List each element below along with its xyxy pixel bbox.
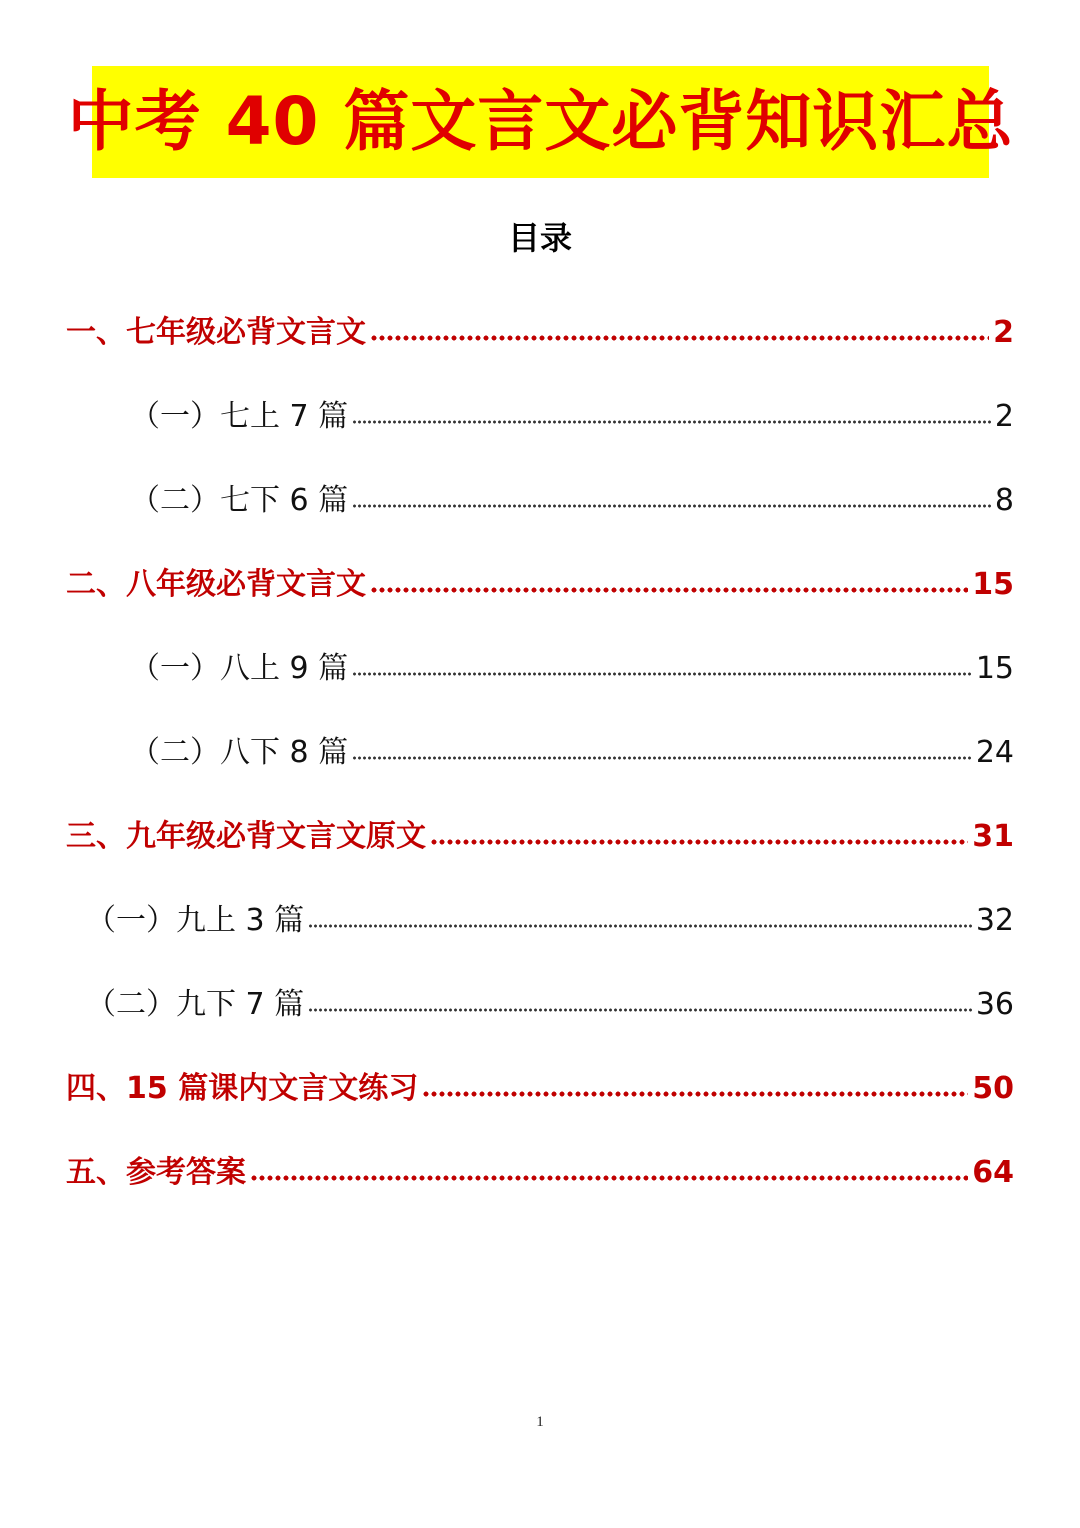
toc-entry-section-1[interactable]: [66, 315, 1014, 350]
toc-entry-label: （二）七下 6 篇: [130, 483, 349, 518]
toc-page-number: 36: [975, 987, 1014, 1022]
toc-entry-section-4[interactable]: [66, 1071, 1014, 1106]
toc-page-number: 24: [975, 735, 1014, 770]
toc-entry-subsection-2-1[interactable]: [130, 651, 1014, 686]
toc-page-number: 32: [975, 903, 1014, 938]
toc-dot-leader: [352, 671, 972, 677]
toc-heading: 目录: [507, 219, 572, 257]
toc-entry-label: 二、八年级必背文言文: [66, 567, 366, 602]
toc-entry-label: 五、参考答案: [66, 1155, 246, 1190]
toc-dot-leader: [352, 503, 991, 509]
toc-dot-leader: [352, 755, 972, 761]
toc-entry-label: 三、九年级必背文言文原文: [66, 819, 426, 854]
toc-page-number: 2: [993, 315, 1014, 350]
toc-entry-subsection-2-2[interactable]: [130, 735, 1014, 770]
toc-page-number: 50: [972, 1071, 1014, 1106]
toc-page-number: 15: [975, 651, 1014, 686]
toc-dot-leader: [352, 419, 991, 425]
toc-entry-subsection-3-2[interactable]: [86, 987, 1014, 1022]
toc-dot-leader: [430, 839, 968, 845]
toc-dot-leader: [370, 587, 968, 593]
toc-entry-subsection-1-1[interactable]: [130, 399, 1014, 434]
toc-entry-section-2[interactable]: [66, 567, 1014, 602]
toc-entry-label: （一）九上 3 篇: [86, 903, 305, 938]
toc-page-number: 64: [972, 1155, 1014, 1190]
title-banner: [67, 66, 1014, 178]
toc-dot-leader: [422, 1091, 968, 1097]
toc-dot-leader: [250, 1175, 968, 1181]
toc-dot-leader: [370, 335, 989, 341]
toc-page-number: 15: [972, 567, 1014, 602]
toc-entry-section-3[interactable]: [66, 819, 1014, 854]
toc-entry-label: （二）九下 7 篇: [86, 987, 305, 1022]
document-title: 中考 40 篇文言文必背知识汇总: [67, 83, 1014, 160]
toc-dot-leader: [308, 923, 972, 929]
toc-entry-label: （二）八下 8 篇: [130, 735, 349, 770]
toc-entry-label: （一）八上 9 篇: [130, 651, 349, 686]
toc-page-number: 2: [994, 399, 1014, 434]
page-number: 1: [536, 1414, 544, 1430]
toc-entry-subsection-3-1[interactable]: [86, 903, 1014, 938]
toc-page-number: 8: [994, 483, 1014, 518]
toc-dot-leader: [308, 1007, 972, 1013]
toc-entry-label: 四、15 篇课内文言文练习: [66, 1071, 419, 1106]
toc-entry-label: 一、七年级必背文言文: [66, 315, 366, 350]
toc-page-number: 31: [972, 819, 1014, 854]
toc-entry-label: （一）七上 7 篇: [130, 399, 349, 434]
toc-entry-subsection-1-2[interactable]: [130, 483, 1014, 518]
toc-entry-section-5[interactable]: [66, 1155, 1014, 1190]
